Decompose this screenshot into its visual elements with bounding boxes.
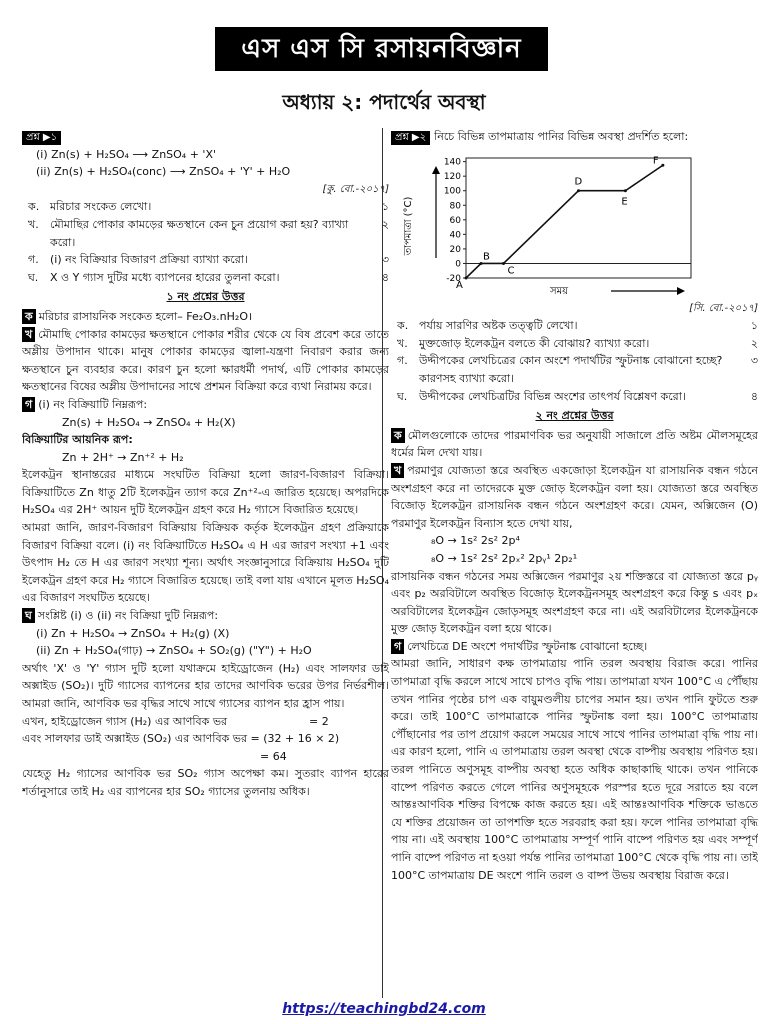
answer-1-heading: ১ নং প্রশ্নের উত্তর bbox=[166, 290, 245, 304]
answer-text: পরমাণুর যোজ্যতা স্তরে অবস্থিত একজোড়া ইলেকট্রন যা রাসায়নিক বন্ধন গঠনে অংশগ্রহণ করে না তাদেরকে মুক্ত জোড় ইলেকট্রন বলা হয়। যোজ্যতা স্তরে অবস্থিত বিজোড় ইলেকট্রন রাসায়নিক বন্ধন গঠনে অংশগ্রহণ করে। যেমন, অক্সিজেন (O) পরমাণুর ইলেকট্রন বিন্যাস হতে দেখা যায়, bbox=[391, 463, 758, 530]
answer-2-ga-paragraph-2: আমরা জানি, সাধারণ কক্ষ তাপমাত্রায় পানি তরল অবস্থায় বিরাজ করে। পানির তাপমাত্রা বৃদ্ধি করলে সাথে সাথে চাপও বৃদ্ধি পায়। তাপমাত্রা যখন 100°C এ পৌঁছায় তখন পানির পৃষ্ঠের চাপ এক বায়ুমণ্ডলীয় চাপের সমান হয়। তখন পানি ফুটতে শুরু করে। তাই 100°C তাপমাত্রাকে পানির স্ফুটনাঙ্ক বলা হয়। 100°C তাপমাত্রায় পৌঁছানোর পর তাপ প্রয়োগ করলে সময়ের সাথে সাথে পানির তাপমাত্রা বৃদ্ধি পায় না। এর কারণ হলো, পানি এ তাপমাত্রায় তরল অবস্থা থেকে বাষ্পীয় অবস্থায় পরিণত হয়। তরল পানিতে অণুসমূহ বাষ্পীয় অবস্থা হতে অধিক কাছাকাছি থাকে। তখন পানিকে বাষ্পে পরিণত করতে গেলে পানির অণুসমূহকে পরস্পর হতে দূরে সরাতে হয় বলে আন্তঃআণবিক শক্তির বিপক্ষে কাজ করতে হয়। এই আন্তঃআণবিক শক্তিকে ভাঙতে যে শক্তির প্রয়োজন তা তাপশক্তি হতে সরবরাহ করা হয়। ফলে পানির তাপমাত্রা বৃদ্ধি পায় না। এই অবস্থায় 100°C তাপমাত্রায় সম্পূর্ণ পানি বাষ্পে পরিণত হয় এবং সম্পূর্ণ পানি বাষ্পে পরিণত না হওয়া পর্যন্ত পানির তাপমাত্রা 100°C থেকে বৃদ্ধি পায় না। তাই 100°C তাপমাত্রায় DE অংশে পানি তরল ও বাষ্প উভয় অবস্থায় বিরাজ করে। bbox=[391, 657, 758, 882]
question-2-item-gha bbox=[391, 388, 758, 406]
answer-1-gha-mass-h2 bbox=[22, 713, 389, 731]
footer-website-link[interactable]: https://teachingbd24.com bbox=[282, 1001, 486, 1017]
left-column bbox=[22, 128, 389, 1000]
item-key: ঘ. bbox=[397, 389, 408, 403]
chart-y-tick-label: 40 bbox=[449, 229, 461, 240]
chart-point-label: A bbox=[456, 279, 463, 291]
item-key: ঘ. bbox=[28, 270, 39, 284]
item-key: খ. bbox=[28, 217, 39, 231]
answer-1-ga-equation: Zn(s) + H₂SO₄ → ZnSO₄ + H₂(X) bbox=[62, 415, 236, 429]
question-1-equation-ii: (ii) Zn(s) + H₂SO₄(conc) ⟶ ZnSO₄ + 'Y' + H₂O bbox=[36, 165, 291, 179]
answer-2-ga bbox=[391, 638, 758, 656]
temperature-time-chart bbox=[391, 148, 758, 298]
item-text: মুক্তজোড় ইলেকট্রন বলতে কী বোঝায়? ব্যাখ্যা করো। bbox=[419, 336, 650, 350]
answer-2-kha-config-2: ₈O → 1s² 2s² 2pₓ² 2pᵧ¹ 2p₂¹ bbox=[431, 551, 578, 565]
answer-1-gha-equation-ii: (ii) Zn + H₂SO₄(গাঢ়) → ZnSO₄ + SO₂(g) ("Y") + H₂O bbox=[36, 644, 312, 658]
answer-tag: ঘ bbox=[22, 608, 35, 623]
chart-ylabel: তাপমাত্রা (°C) bbox=[403, 196, 414, 256]
answer-text: মৌলগুলোকে তাদের পারমাণবিক ভর অনুযায়ী সাজালে প্রতি অষ্টম মৌলসমূহের ধর্মের মিল দেখা যায়। bbox=[391, 428, 758, 460]
chart-point-label: B bbox=[483, 251, 490, 263]
item-key: ক. bbox=[397, 319, 409, 333]
chart-point bbox=[661, 163, 664, 166]
question-2-intro bbox=[391, 128, 758, 146]
item-key: খ. bbox=[397, 336, 408, 350]
item-text: পর্যায় সারণির অষ্টক তত্ত্বটি লেখো। bbox=[419, 319, 578, 333]
question-2-item-kha bbox=[391, 335, 758, 353]
question-1-item-ga bbox=[22, 251, 389, 269]
item-key: গ. bbox=[28, 253, 39, 267]
question-1-item-gha bbox=[22, 269, 389, 287]
chart-y-tick-label: 120 bbox=[443, 171, 461, 182]
chart-point bbox=[577, 189, 580, 192]
item-mark: ১ bbox=[750, 319, 758, 333]
answer-text: (i) নং বিক্রিয়াটি নিম্নরূপ: bbox=[38, 397, 148, 411]
chart-series-line bbox=[466, 165, 663, 278]
chart-y-tick-label: 0 bbox=[455, 259, 461, 270]
answer-1-ga-ionic-label: বিক্রিয়াটির আয়নিক রূপ: bbox=[22, 433, 133, 447]
answer-text: সংশ্লিষ্ট (i) ও (ii) নং বিক্রিয়া দুটি নিম্নরূপ: bbox=[37, 609, 219, 623]
chart-point bbox=[465, 276, 468, 279]
mass-value: = 2 bbox=[309, 714, 329, 728]
item-text: উদ্দীপকের লেখচিত্রটির বিভিন্ন অংশের তাৎপর্য বিশ্লেষণ করো। bbox=[419, 389, 686, 403]
chart-point-label: E bbox=[621, 196, 628, 208]
question-1-item-kha bbox=[22, 216, 389, 251]
answer-1-ga-ionic-equation: Zn + 2H⁺ → Zn⁺² + H₂ bbox=[62, 450, 184, 464]
item-mark: ১ bbox=[381, 200, 389, 214]
answer-text: লেখচিত্রে DE অংশে পদার্থটির স্ফুটনাঙ্ক বোঝানো হচ্ছে। bbox=[407, 639, 648, 653]
item-mark: ৩ bbox=[750, 354, 758, 368]
answer-1-gha-equation-i: (i) Zn + H₂SO₄ → ZnSO₄ + H₂(g) (X) bbox=[36, 626, 230, 640]
answer-1-gha-mass-so2: এবং সালফার ডাই অক্সাইড (SO₂) এর আণবিক ভর = (32 + 16 × 2) bbox=[22, 732, 340, 746]
chart-y-tick-label: 140 bbox=[443, 157, 461, 168]
chart-x-arrowhead bbox=[677, 287, 685, 295]
chapter-title: অধ্যায় ২: পদার্থের অবস্থা bbox=[282, 90, 486, 114]
answer-1-ga-paragraph-2: আমরা জানি, জারণ-বিজারণ বিক্রিয়ায় বিক্রিয়ক কর্তৃক ইলেকট্রন গ্রহণ প্রক্রিয়াকে বিজারণ বিক্রিয়া বলে। (i) নং বিক্রিয়াটিতে H₂SO₄ এ H এর জারণ সংখ্যা +1 এবং উৎপাদ H₂ তে H এর জারণ সংখ্যা শূন্য। অর্থাৎ সংজ্ঞানুসারে বিক্রিয়ায় H₂SO₄ দুটি ইলেকট্রন গ্রহণ করে H₂ গ্যাসে বিজারিত হয়েছে। তাই বলা যায় এখানে মূলত H₂SO₄ এর বিজারণ সংঘটিত হয়েছে। bbox=[22, 521, 389, 605]
item-mark: ৩ bbox=[381, 253, 389, 267]
chart-y-arrowhead bbox=[432, 166, 440, 174]
item-text: মৌমাছির পোকার কামড়ের ক্ষতস্থানে কেন চুন প্রয়োগ করা হয়? ব্যাখ্যা করো। bbox=[50, 217, 349, 249]
answer-1-kha bbox=[22, 326, 389, 396]
chart-y-tick-label: -20 bbox=[446, 273, 461, 284]
chart-y-tick-label: 100 bbox=[443, 186, 461, 197]
answer-1-ga-intro bbox=[22, 396, 389, 414]
answer-2-ka bbox=[391, 427, 758, 462]
item-text: উদ্দীপকের লেখচিত্রের কোন অংশে পদার্থটির স্ফুটনাঙ্ক বোঝানো হচ্ছে? কারণসহ ব্যাখ্যা করো। bbox=[419, 354, 723, 385]
right-column bbox=[391, 128, 758, 1000]
book-title-banner: এস এস সি রসায়নবিজ্ঞান bbox=[215, 27, 548, 71]
question-1-item-ka bbox=[22, 198, 389, 216]
item-mark: ৪ bbox=[381, 270, 389, 284]
answer-2-kha-paragraph-2: রাসায়নিক বন্ধন গঠনের সময় অক্সিজেন পরমাণুর ২য় শক্তিস্তরে বা যোজ্যতা স্তরে pᵧ এবং p₂ অরবিটালে অবস্থিত বিজোড় ইলেকট্রনসমূহ অংশগ্রহণ করে কিন্তু s এবং pₓ অরবিটালের ইলেকট্রন জোড়সমূহ অংশগ্রহণ করে না। এই অরবিটালের ইলেকট্রনকে মুক্ত জোড় ইলেকট্রন বলা হয়ে থাকে। bbox=[391, 569, 758, 636]
mass-label: এখন, হাইড্রোজেন গ্যাস (H₂) এর আণবিক ভর bbox=[22, 714, 228, 728]
answer-tag: গ bbox=[22, 397, 35, 412]
question-1-source: [কু. বো.-২০১৭] bbox=[322, 183, 389, 195]
answer-2-kha-config-1: ₈O → 1s² 2s² 2p⁴ bbox=[431, 534, 520, 548]
answer-text: মৌমাছি পোকার কামড়ের ক্ষতস্থানে পোকার শরীর থেকে যে বিষ প্রবেশ করে তাতে অম্লীয় উপাদান থাকে। মানুষ পোকার কামড়ের জ্বালা-যন্ত্রণা নিবারণ করার জন্য ক্ষতস্থানে চুন ব্যবহার করে। কারণ চুন হলো ক্ষারধর্মী পদার্থ, এটি পোকার কামড়ের ক্ষতস্থানের বিষের অম্লীয় উপাদানের সাথে প্রশমন বিক্রিয়া করে ব্যথা নিরাময় করে। bbox=[22, 327, 389, 394]
chart-svg bbox=[391, 148, 758, 298]
answer-1-gha-mass-so2-value: = 64 bbox=[260, 749, 287, 763]
item-mark: ৪ bbox=[750, 389, 758, 403]
question-2-item-ga bbox=[391, 352, 758, 387]
answer-1-gha-paragraph-2: যেহেতু H₂ গ্যাসের আণবিক ভর SO₂ গ্যাস অপেক্ষা কম। সুতরাং ব্যাপন হারের শর্তানুসারে তাই H₂ এর ব্যাপনের হার SO₂ গ্যাসের তুলনায় অধিক। bbox=[22, 767, 389, 798]
question-1-equation-i: (i) Zn(s) + H₂SO₄ ⟶ ZnSO₄ + 'X' bbox=[36, 147, 217, 161]
answer-2-heading: ২ নং প্রশ্নের উত্তর bbox=[535, 409, 614, 423]
chart-y-tick-label: 80 bbox=[449, 200, 461, 211]
item-key: ক. bbox=[28, 200, 40, 214]
question-1-tag: প্রশ্ন ▶১ bbox=[22, 131, 61, 145]
question-2-source: [সি. বো.-২০১৭] bbox=[689, 302, 758, 314]
answer-tag: ক bbox=[391, 428, 405, 443]
chart-point bbox=[502, 262, 505, 265]
item-mark: ২ bbox=[750, 336, 758, 350]
item-key: গ. bbox=[397, 354, 408, 368]
answer-tag: খ bbox=[391, 463, 404, 478]
chart-point-label: C bbox=[507, 265, 515, 277]
answer-1-gha-paragraph-1: অর্থাৎ 'X' ও 'Y' গ্যাস দুটি হলো যথাক্রমে হাইড্রোজেন (H₂) এবং সালফার ডাই অক্সাইড (SO₂)। দুটি গ্যাসের ব্যাপনের হার তাদের আণবিক ভরের উপর নির্ভরশীল। আমরা জানি, আণবিক ভর বৃদ্ধির সাথে সাথে গ্যাসের ব্যাপন হার হ্রাস পায়। bbox=[22, 661, 389, 710]
question-2-item-ka bbox=[391, 317, 758, 335]
item-mark: ২ bbox=[381, 217, 389, 231]
item-text: X ও Y গ্যাস দুটির মধ্যে ব্যাপনের হারের তুলনা করো। bbox=[50, 270, 280, 284]
answer-1-ka bbox=[22, 308, 389, 326]
chart-y-tick-label: 20 bbox=[449, 244, 461, 255]
item-text: মরিচার সংকেত লেখো। bbox=[50, 200, 152, 214]
answer-2-kha bbox=[391, 462, 758, 532]
question-1-intro bbox=[22, 128, 389, 146]
question-2-intro-text: নিচে বিভিন্ন তাপমাত্রায় পানির বিভিন্ন অবস্থা প্রদর্শিত হলো: bbox=[434, 130, 689, 143]
answer-tag: খ bbox=[22, 327, 35, 342]
answer-text: মরিচার রাসায়নিক সংকেত হলো– Fe₂O₃.nH₂O। bbox=[38, 309, 253, 323]
question-2-tag: প্রশ্ন ▶২ bbox=[391, 131, 430, 145]
chart-y-tick-label: 60 bbox=[449, 215, 461, 226]
answer-tag: ক bbox=[22, 309, 36, 324]
answer-1-gha-intro bbox=[22, 607, 389, 625]
answer-tag: গ bbox=[391, 639, 404, 654]
answer-1-ga-paragraph-1: ইলেকট্রন স্থানান্তরের মাধ্যমে সংঘটিত বিক্রিয়া হলো জারণ-বিজারণ বিক্রিয়া। বিক্রিয়াটিতে Zn ধাতু 2টি ইলেকট্রন ত্যাগ করে Zn⁺²-এ জারিত হয়েছে। অপরদিকে H₂SO₄ এর 2H⁺ আয়ন দুটি ইলেকট্রন গ্রহণ করে H₂ গ্যাসে বিজারিত হয়েছে। bbox=[22, 468, 389, 517]
chart-point-label: D bbox=[574, 176, 583, 188]
item-text: (i) নং বিক্রিয়ার বিজারণ প্রক্রিয়া ব্যাখ্যা করো। bbox=[50, 253, 248, 267]
chart-point-label: F bbox=[652, 154, 659, 166]
chart-xlabel: সময় bbox=[549, 285, 569, 297]
chart-point bbox=[624, 189, 627, 192]
